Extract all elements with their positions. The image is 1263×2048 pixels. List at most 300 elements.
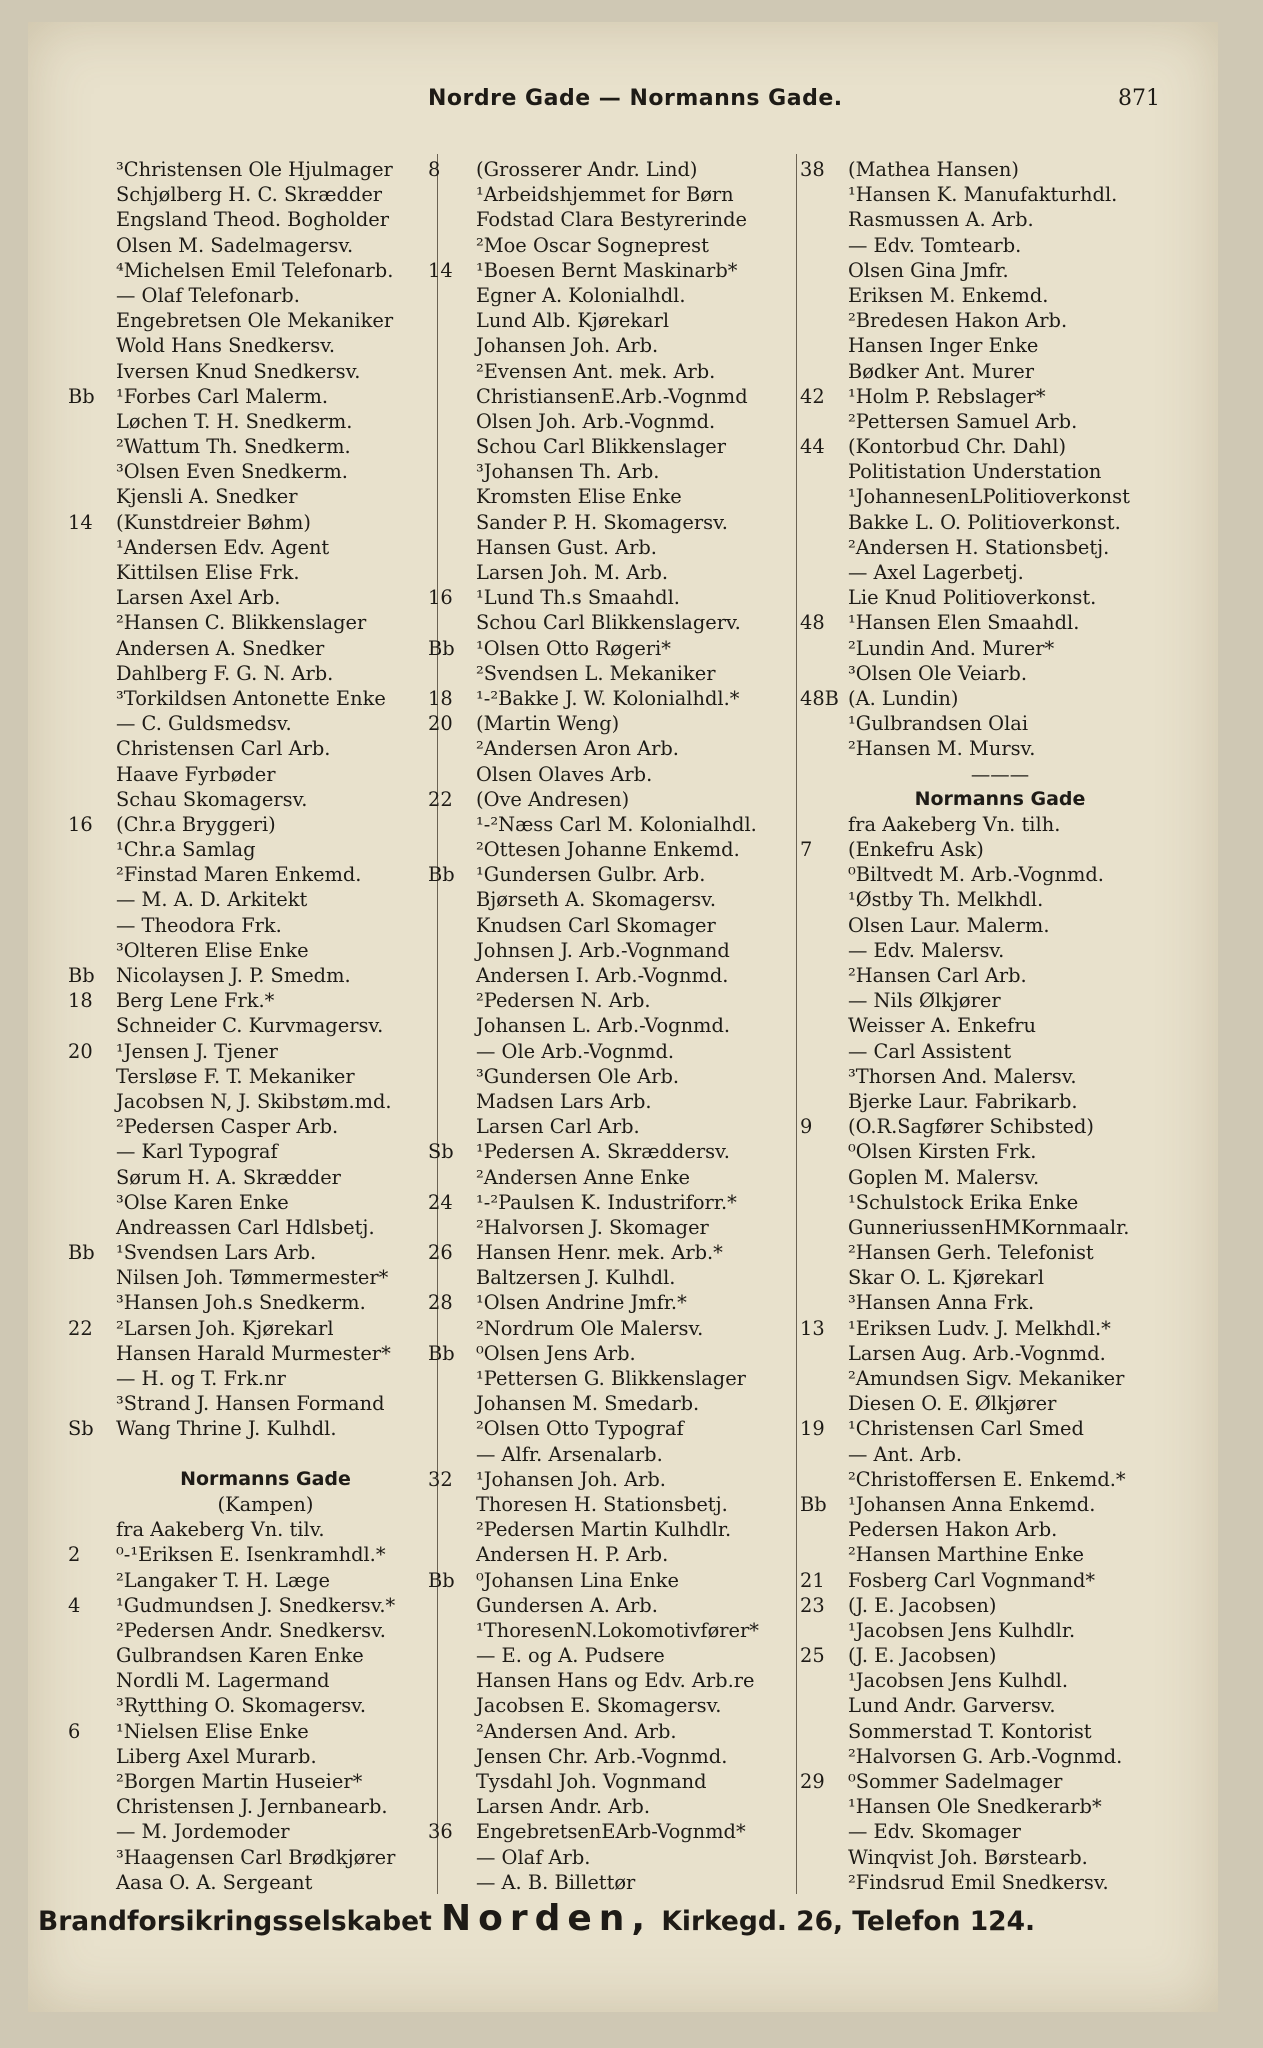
entry-text: ¹Hansen Elen Smaahdl. xyxy=(848,611,1080,635)
house-number xyxy=(800,988,848,1013)
directory-entry xyxy=(428,963,828,988)
directory-entry xyxy=(800,1744,1200,1769)
entry-text: ³Christensen Ole Hjulmager xyxy=(116,158,393,181)
directory-entry xyxy=(68,308,463,333)
entry-text: Bjørseth A. Skomagersv. xyxy=(476,888,716,912)
entry-text: ¹Arbeidshjemmet for Børn xyxy=(476,183,734,207)
house-number xyxy=(428,384,476,409)
entry-text: ¹Gundersen Gulbr. Arb. xyxy=(476,863,706,887)
entry-text: GunneriussenHMKornmaalr. xyxy=(848,1215,1130,1239)
house-number xyxy=(800,1341,848,1366)
house-number: 26 xyxy=(428,1241,453,1265)
house-number xyxy=(68,1517,116,1542)
entry-text: ¹Pettersen G. Blikkenslager xyxy=(476,1367,746,1390)
entry-text: Larsen Axel Arb. xyxy=(116,586,281,610)
house-number xyxy=(428,1039,476,1064)
house-number xyxy=(68,1845,116,1870)
entry-text: Andersen I. Arb.-Vognmd. xyxy=(476,964,729,987)
house-number: 42 xyxy=(800,384,825,408)
directory-entry xyxy=(68,333,463,358)
house-number xyxy=(68,484,116,509)
house-number xyxy=(68,1089,116,1114)
house-number xyxy=(68,661,116,686)
entry-text: Larsen Andr. Arb. xyxy=(476,1795,651,1819)
house-number xyxy=(428,837,476,862)
directory-entry xyxy=(68,1618,463,1643)
entry-text: Hansen Inger Enke xyxy=(848,334,1039,358)
directory-entry xyxy=(68,938,463,963)
directory-entry xyxy=(800,434,1200,459)
directory-entry xyxy=(800,484,1200,509)
directory-entry xyxy=(800,1769,1200,1794)
house-number xyxy=(68,535,116,560)
entry-text: ²Svendsen L. Mekaniker xyxy=(476,661,716,685)
house-number xyxy=(68,1190,116,1215)
house-number xyxy=(800,535,848,560)
entry-text: — M. A. D. Arkitekt xyxy=(116,888,308,912)
directory-entry xyxy=(800,359,1200,384)
directory-entry xyxy=(428,1467,828,1492)
entry-text: Larsen Aug. Arb.-Vognmd. xyxy=(848,1341,1106,1365)
house-number: Bb xyxy=(428,1341,455,1365)
entry-text: Larsen Joh. M. Arb. xyxy=(476,561,669,584)
directory-entry xyxy=(800,1190,1200,1215)
house-number: 13 xyxy=(800,1316,825,1340)
entry-text: ⁰Sommer Sadelmager xyxy=(848,1770,1063,1793)
directory-entry xyxy=(800,1693,1200,1718)
entry-text: ²Pedersen Casper Arb. xyxy=(116,1115,339,1139)
directory-entry xyxy=(68,812,463,837)
directory-entry xyxy=(68,913,463,938)
house-number xyxy=(428,182,476,207)
directory-entry xyxy=(428,1013,828,1038)
directory-entry xyxy=(800,585,1200,610)
entry-text: Schneider C. Kurvmagersv. xyxy=(116,1014,384,1038)
entry-text: ¹Jacobsen Jens Kulhdl. xyxy=(848,1669,1069,1693)
house-number xyxy=(68,1366,116,1391)
directory-entry xyxy=(428,459,828,484)
entry-text: ³Olsen Even Snedkerm. xyxy=(116,460,348,484)
entry-text: Normanns Gade xyxy=(914,787,1086,810)
house-number xyxy=(428,535,476,560)
entry-text: — E. og A. Pudsere xyxy=(476,1644,665,1668)
entry-text: (O.R.Sagfører Schibsted) xyxy=(848,1115,1094,1139)
house-number xyxy=(428,359,476,384)
entry-text: ³Thorsen And. Malersv. xyxy=(848,1064,1077,1088)
house-number xyxy=(800,1870,848,1895)
house-number xyxy=(68,308,116,333)
column-3 xyxy=(800,157,1200,1895)
entry-text: ³Rytthing O. Skomagersv. xyxy=(116,1694,366,1718)
entry-text: Hansen Harald Murmester* xyxy=(116,1341,391,1365)
house-number xyxy=(800,1517,848,1542)
house-number: 48B xyxy=(800,686,839,710)
directory-entry xyxy=(428,1517,828,1542)
directory-entry xyxy=(68,887,463,912)
entry-text: ¹Nielsen Elise Enke xyxy=(116,1719,309,1743)
house-number xyxy=(68,585,116,610)
directory-entry xyxy=(800,384,1200,409)
directory-entry xyxy=(68,1693,463,1718)
directory-entry xyxy=(800,1719,1200,1744)
house-number xyxy=(428,409,476,434)
house-number xyxy=(428,1668,476,1693)
house-number: 38 xyxy=(800,158,825,181)
entry-text: ²Olsen Otto Typograf xyxy=(476,1417,684,1441)
house-number: Bb xyxy=(68,964,95,987)
house-number xyxy=(800,1265,848,1290)
entry-text: — Alfr. Arsenalarb. xyxy=(476,1442,663,1466)
directory-entry xyxy=(800,610,1200,635)
house-number: 32 xyxy=(428,1467,453,1491)
directory-entry xyxy=(800,711,1200,736)
entry-text: ⁰Johansen Lina Enke xyxy=(476,1568,679,1592)
entry-text: ¹Johansen Joh. Arb. xyxy=(476,1467,666,1491)
entry-text: Engebretsen Ole Mekaniker xyxy=(116,309,394,333)
entry-text: ¹Christensen Carl Smed xyxy=(848,1417,1084,1441)
house-number: 8 xyxy=(428,158,441,181)
directory-entry xyxy=(428,560,828,585)
directory-entry xyxy=(428,1643,828,1668)
house-number xyxy=(800,1668,848,1693)
house-number xyxy=(800,1391,848,1416)
entry-text: — C. Guldsmedsv. xyxy=(116,712,292,736)
directory-entry xyxy=(800,459,1200,484)
directory-entry xyxy=(68,233,463,258)
house-number: 28 xyxy=(428,1291,453,1315)
directory-entry xyxy=(428,1568,828,1593)
directory-entry xyxy=(68,1114,463,1139)
directory-entry xyxy=(428,837,828,862)
entry-text: Sander P. H. Skomagersv. xyxy=(476,510,728,534)
house-number: 23 xyxy=(800,1593,825,1617)
house-number xyxy=(68,1618,116,1643)
house-number xyxy=(68,459,116,484)
entry-text: Christensen J. Jernbanearb. xyxy=(116,1795,388,1819)
entry-text: Baltzersen J. Kulhdl. xyxy=(476,1266,676,1290)
entry-text: ²Christoffersen E. Enkemd.* xyxy=(848,1467,1126,1491)
entry-text: Knudsen Carl Skomager xyxy=(476,913,716,937)
entry-text: ³Torkildsen Antonette Enke xyxy=(116,686,386,710)
house-number xyxy=(68,1013,116,1038)
entry-text: ChristiansenE.Arb.-Vognmd xyxy=(476,384,748,408)
directory-entry xyxy=(428,1492,828,1517)
entry-text: ²Amundsen Sigv. Mekaniker xyxy=(848,1367,1125,1390)
entry-text: Bjerke Laur. Fabrikarb. xyxy=(848,1089,1078,1113)
entry-text: Lie Knud Politioverkonst. xyxy=(848,586,1097,610)
directory-entry xyxy=(68,787,463,812)
house-number xyxy=(428,1719,476,1744)
entry-text: (Grosserer Andr. Lind) xyxy=(476,158,698,181)
house-number xyxy=(428,560,476,585)
house-number xyxy=(68,1442,116,1467)
house-number xyxy=(800,1064,848,1089)
house-number: Bb xyxy=(68,1241,95,1265)
directory-entry xyxy=(428,585,828,610)
entry-text: Johansen M. Smedarb. xyxy=(476,1392,700,1416)
directory-entry xyxy=(800,333,1200,358)
house-number xyxy=(428,1416,476,1441)
house-number xyxy=(800,258,848,283)
house-number xyxy=(800,1190,848,1215)
entry-text: ¹JohannesenLPolitioverkonst xyxy=(848,485,1130,509)
directory-entry xyxy=(68,1215,463,1240)
entry-text: ⁰Biltvedt M. Arb.-Vognmd. xyxy=(848,863,1104,887)
house-number xyxy=(68,1391,116,1416)
directory-entry xyxy=(800,762,1200,787)
directory-entry xyxy=(428,1668,828,1693)
directory-entry xyxy=(800,1139,1200,1164)
entry-text: ¹-²Bakke J. W. Kolonialhdl.* xyxy=(476,686,740,710)
entry-text: ¹Lund Th.s Smaahdl. xyxy=(476,586,680,610)
directory-entry xyxy=(68,1442,463,1467)
house-number xyxy=(428,1845,476,1870)
directory-entry xyxy=(428,1139,828,1164)
directory-entry xyxy=(800,1366,1200,1391)
section-heading xyxy=(68,1467,463,1492)
house-number xyxy=(68,636,116,661)
entry-text: (Enkefru Ask) xyxy=(848,838,984,862)
entry-text: Schjølberg H. C. Skrædder xyxy=(116,183,383,207)
entry-text: Nicolaysen J. P. Smedm. xyxy=(116,964,351,987)
house-number xyxy=(800,887,848,912)
directory-entry xyxy=(800,283,1200,308)
entry-text: ¹Eriksen Ludv. J. Melkhdl.* xyxy=(848,1316,1111,1340)
directory-entry xyxy=(68,1240,463,1265)
house-number xyxy=(800,1794,848,1819)
entry-text: ²Andersen Aron Arb. xyxy=(476,737,679,761)
house-number xyxy=(68,1668,116,1693)
entry-text: ³Olsen Ole Veiarb. xyxy=(848,661,1027,685)
house-number xyxy=(68,862,116,887)
entry-text: ²Hansen Gerh. Telefonist xyxy=(848,1241,1094,1265)
house-number xyxy=(800,1719,848,1744)
entry-text: (Kunstdreier Bøhm) xyxy=(116,510,311,534)
directory-entry xyxy=(428,1744,828,1769)
house-number xyxy=(428,1013,476,1038)
directory-entry xyxy=(68,157,463,182)
entry-text: ¹Jensen J. Tjener xyxy=(116,1039,278,1063)
house-number xyxy=(68,1341,116,1366)
directory-entry xyxy=(800,1794,1200,1819)
directory-entry xyxy=(428,711,828,736)
house-number xyxy=(428,1442,476,1467)
house-number xyxy=(428,1265,476,1290)
entry-text: Sommerstad T. Kontorist xyxy=(848,1719,1092,1743)
house-number xyxy=(68,1265,116,1290)
directory-entry xyxy=(800,308,1200,333)
entry-text: ⁰-¹Eriksen E. Isenkramhdl.* xyxy=(116,1543,386,1567)
house-number xyxy=(428,887,476,912)
house-number xyxy=(800,585,848,610)
entry-text: ¹-²Næss Carl M. Kolonialhdl. xyxy=(476,812,757,836)
directory-entry xyxy=(68,1265,463,1290)
entry-text: Sørum H. A. Skrædder xyxy=(116,1165,341,1189)
house-number xyxy=(800,963,848,988)
entry-text: ²Hansen Marthine Enke xyxy=(848,1543,1084,1567)
house-number: 48 xyxy=(800,611,825,635)
entry-text: ²Hansen C. Blikkenslager xyxy=(116,611,367,635)
entry-text: Johnsen J. Arb.-Vognmand xyxy=(476,938,730,962)
directory-entry xyxy=(68,1568,463,1593)
entry-text: Bakke L. O. Politioverkonst. xyxy=(848,510,1121,534)
directory-entry xyxy=(800,1845,1200,1870)
entry-text: Christensen Carl Arb. xyxy=(116,737,331,761)
directory-entry xyxy=(428,333,828,358)
house-number xyxy=(428,1165,476,1190)
directory-entry xyxy=(68,384,463,409)
directory-entry xyxy=(68,207,463,232)
directory-entry xyxy=(428,1719,828,1744)
entry-text: ¹Forbes Carl Malerm. xyxy=(116,384,329,408)
house-number xyxy=(428,1618,476,1643)
directory-entry xyxy=(68,585,463,610)
entry-text: Schou Carl Blikkenslager xyxy=(476,435,726,459)
directory-entry xyxy=(68,1013,463,1038)
house-number xyxy=(428,1769,476,1794)
entry-text: Olsen Olaves Arb. xyxy=(476,762,653,786)
house-number xyxy=(428,207,476,232)
house-number: 25 xyxy=(800,1644,825,1668)
house-number xyxy=(428,1542,476,1567)
directory-entry xyxy=(428,1165,828,1190)
entry-text: Madsen Lars Arb. xyxy=(476,1089,652,1113)
house-number xyxy=(800,1542,848,1567)
directory-entry xyxy=(68,434,463,459)
directory-entry xyxy=(428,1290,828,1315)
house-number xyxy=(68,1215,116,1240)
house-number xyxy=(68,686,116,711)
entry-text: ²Findsrud Emil Snedkersv. xyxy=(848,1870,1109,1894)
directory-entry xyxy=(800,887,1200,912)
directory-entry xyxy=(68,409,463,434)
house-number xyxy=(428,333,476,358)
directory-entry xyxy=(428,1593,828,1618)
directory-entry xyxy=(800,736,1200,761)
entry-text: ²Andersen And. Arb. xyxy=(476,1719,677,1743)
house-number xyxy=(800,938,848,963)
footer-address: Kirkegd. 26, Telefon 124. xyxy=(661,1906,1036,1937)
directory-entry xyxy=(68,661,463,686)
entry-text: ²Moe Oscar Sogneprest xyxy=(476,233,709,257)
entry-text: Winqvist Joh. Børstearb. xyxy=(848,1845,1088,1869)
house-number xyxy=(428,233,476,258)
directory-entry xyxy=(800,535,1200,560)
directory-entry xyxy=(428,938,828,963)
footer-company: Brandforsikringsselskabet xyxy=(38,1906,432,1937)
house-number xyxy=(800,636,848,661)
house-number xyxy=(68,1290,116,1315)
page-number: 871 xyxy=(1118,86,1160,111)
directory-entry xyxy=(428,1442,828,1467)
directory-entry xyxy=(428,862,828,887)
entry-text: Kjensli A. Snedker xyxy=(116,485,298,509)
house-number: 9 xyxy=(800,1115,813,1139)
entry-text: ²Andersen Anne Enke xyxy=(476,1165,690,1189)
entry-text: — Theodora Frk. xyxy=(116,913,282,937)
entry-text: Fodstad Clara Bestyrerinde xyxy=(476,208,747,232)
directory-entry xyxy=(800,1467,1200,1492)
directory-entry xyxy=(800,1316,1200,1341)
house-number xyxy=(800,459,848,484)
house-number: 16 xyxy=(68,812,93,836)
directory-entry xyxy=(68,535,463,560)
house-number xyxy=(68,434,116,459)
directory-entry xyxy=(800,1215,1200,1240)
house-number xyxy=(800,1819,848,1844)
entry-text: ³Hansen Joh.s Snedkerm. xyxy=(116,1291,366,1315)
house-number xyxy=(428,661,476,686)
directory-entry xyxy=(428,308,828,333)
house-number xyxy=(428,1064,476,1089)
directory-entry xyxy=(428,409,828,434)
house-number xyxy=(68,787,116,812)
entry-text: ¹Svendsen Lars Arb. xyxy=(116,1241,317,1265)
directory-entry xyxy=(68,1290,463,1315)
house-number xyxy=(800,862,848,887)
entry-text: fra Aakeberg Vn. tilv. xyxy=(116,1518,325,1542)
page-header xyxy=(28,82,1218,122)
directory-entry xyxy=(428,1316,828,1341)
house-number xyxy=(800,1240,848,1265)
directory-entry xyxy=(68,283,463,308)
house-number xyxy=(428,1391,476,1416)
entry-text: Thoresen H. Stationsbetj. xyxy=(476,1492,728,1516)
house-number xyxy=(68,610,116,635)
house-number xyxy=(800,333,848,358)
entry-text: Hansen Hans og Edv. Arb.re xyxy=(476,1669,755,1693)
entry-text: — A. B. Billettør xyxy=(476,1870,636,1894)
directory-entry xyxy=(428,359,828,384)
house-number xyxy=(428,1794,476,1819)
entry-text: Andreassen Carl Hdlsbetj. xyxy=(116,1215,375,1239)
house-number: 16 xyxy=(428,586,453,610)
directory-entry xyxy=(68,1870,463,1895)
directory-entry xyxy=(428,661,828,686)
house-number xyxy=(68,207,116,232)
directory-entry xyxy=(68,1366,463,1391)
directory-entry xyxy=(800,963,1200,988)
directory-entry xyxy=(428,1618,828,1643)
house-number xyxy=(800,510,848,535)
house-number xyxy=(800,1139,848,1164)
directory-entry xyxy=(800,1240,1200,1265)
house-number xyxy=(800,359,848,384)
entry-text: — Ant. Arb. xyxy=(848,1442,963,1466)
directory-entry xyxy=(68,610,463,635)
house-number: Bb xyxy=(428,863,455,887)
entry-text: — Carl Assistent xyxy=(848,1039,1012,1063)
house-number xyxy=(428,510,476,535)
house-number xyxy=(800,233,848,258)
directory-entry xyxy=(428,258,828,283)
column-2 xyxy=(428,157,828,1895)
house-number xyxy=(68,258,116,283)
house-number xyxy=(800,1442,848,1467)
directory-entry xyxy=(800,636,1200,661)
house-number xyxy=(68,1568,116,1593)
directory-entry xyxy=(428,1089,828,1114)
entry-text: ¹Hansen Ole Snedkerarb* xyxy=(848,1795,1102,1819)
house-number: 20 xyxy=(68,1039,93,1063)
directory-entry xyxy=(428,1039,828,1064)
directory-entry xyxy=(68,1845,463,1870)
house-number xyxy=(68,837,116,862)
directory-entry xyxy=(68,560,463,585)
directory-entry xyxy=(800,1668,1200,1693)
house-number xyxy=(68,233,116,258)
entry-text: (Martin Weng) xyxy=(476,712,620,736)
